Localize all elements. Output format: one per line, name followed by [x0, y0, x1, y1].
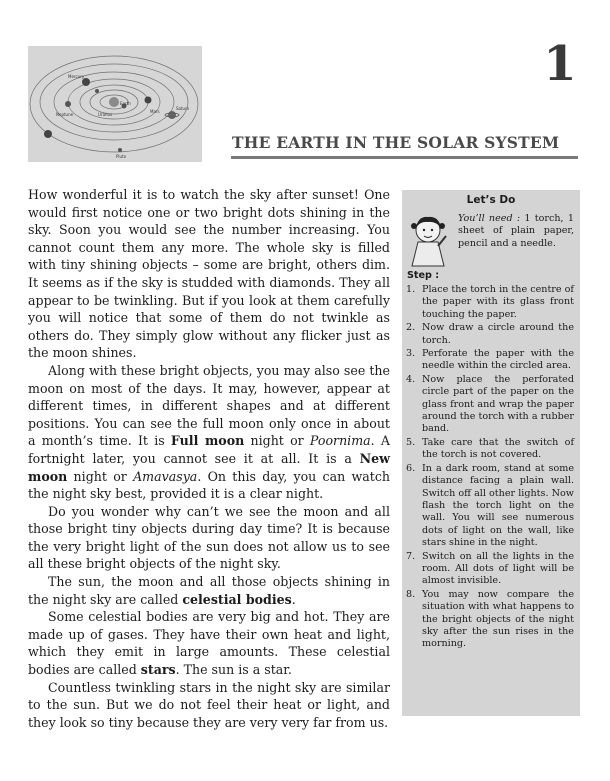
- need-label: You’ll need :: [458, 213, 521, 224]
- step-label: Step :: [407, 270, 440, 281]
- figure-label: Neptune: [56, 112, 74, 117]
- materials-needed: You’ll need : 1 torch, 1 sheet of plain paper, pencil and a needle.: [458, 213, 574, 249]
- title-underline: [231, 156, 578, 159]
- step-item: 1. Place the torch in the centre of the paper with its glass front touching the paper.: [406, 284, 574, 320]
- term-full-moon: Full moon: [170, 433, 245, 449]
- figure-label: Mars: [150, 109, 160, 114]
- solar-system-figure: [28, 46, 202, 162]
- term-stars: stars: [140, 662, 176, 678]
- step-item: 7. Switch on all the lights in the room. All dots of light will be almost invisible.: [406, 550, 574, 587]
- step-item: 4. Now place the perforated circle part of the paper on the glass front and wrap the paper around the torch with a rubber band.: [406, 373, 574, 435]
- term-poornima: Poornima: [309, 433, 371, 449]
- paragraph: Do you wonder why can’t we see the moon and all those bright tiny objects during day time? It is because the very bright light of the sun does not allow us to see all these bright objects of the night sky.: [28, 503, 390, 572]
- lets-do-heading: Let’s Do: [466, 194, 516, 206]
- paragraph: Some celestial bodies are very big and hot. They are made up of gases. They have their own heat and light, which they emit in large amounts. These celestial bodies are called stars. The sun is a star.: [28, 609, 390, 678]
- term-amavasya: Amavasya: [133, 468, 198, 484]
- step-item: 3. Perforate the paper with the needle within the circled area.: [406, 348, 574, 372]
- step-item: 5. Take care that the switch of the torch is not covered.: [406, 436, 574, 461]
- child-with-torch-icon: [406, 212, 452, 268]
- main-text: [28, 186, 390, 731]
- step-item: 2. Now draw a circle around the torch.: [406, 322, 574, 346]
- term-celestial-bodies: celestial bodies: [182, 591, 292, 607]
- lets-do-box: [402, 190, 580, 716]
- figure-label: Saturn: [176, 106, 190, 111]
- figure-label: Mercury: [68, 74, 85, 79]
- figure-label: Uranus: [98, 112, 113, 117]
- chapter-title: THE EARTH IN THE SOLAR SYSTEM: [232, 133, 560, 152]
- paragraph: Along with these bright objects, you may also see the moon on most of the days. It may, however, appear at different times, in different shapes and at different positions. You can see the full moon only once in about a month’s time. It is Full moon night or Poornima. A fortnight later, you cannot see it at all. It is a New moon night or Amavasya. On this day, you can watch the night sky best, provided it is a clear night.: [28, 362, 390, 502]
- chapter-number: 1: [543, 36, 577, 92]
- solar-system-illustration: [28, 46, 202, 162]
- paragraph: The sun, the moon and all those objects shining in the night sky are called celestial bodies.: [28, 574, 390, 607]
- step-item: 8. You may now compare the situation with what happens to the bright objects of the night sky after the sun rises in the morning.: [406, 588, 574, 650]
- figure-label: Pluto: [116, 154, 127, 159]
- paragraph: How wonderful it is to watch the sky after sunset! One would first notice one or two bright dots shining in the sky. Soon you would see the number increasing. You cannot count them any more. The whole sky is filled with tiny shining objects – some are bright, others dim. It seems as if the sky is studded with diamonds. They all appear to be twinkling. But if you look at them carefully you will notice that some of them do not twinkle as others do. They simply glow without any flicker just as the moon shines.: [28, 187, 390, 361]
- steps-list: [406, 284, 574, 652]
- figure-label: Earth: [120, 101, 131, 106]
- paragraph: Countless twinkling stars in the night sky are similar to the sun. But we do not feel their heat or light, and they look so tiny because they are very very far from us.: [28, 679, 390, 730]
- term-new-moon: New moon: [28, 450, 390, 484]
- step-item: 6. In a dark room, stand at some distance facing a plain wall. Switch off all other lights. Now flash the torch light on the wall. You will see numerous dots of light on the wall, like stars shine in the night.: [406, 462, 574, 549]
